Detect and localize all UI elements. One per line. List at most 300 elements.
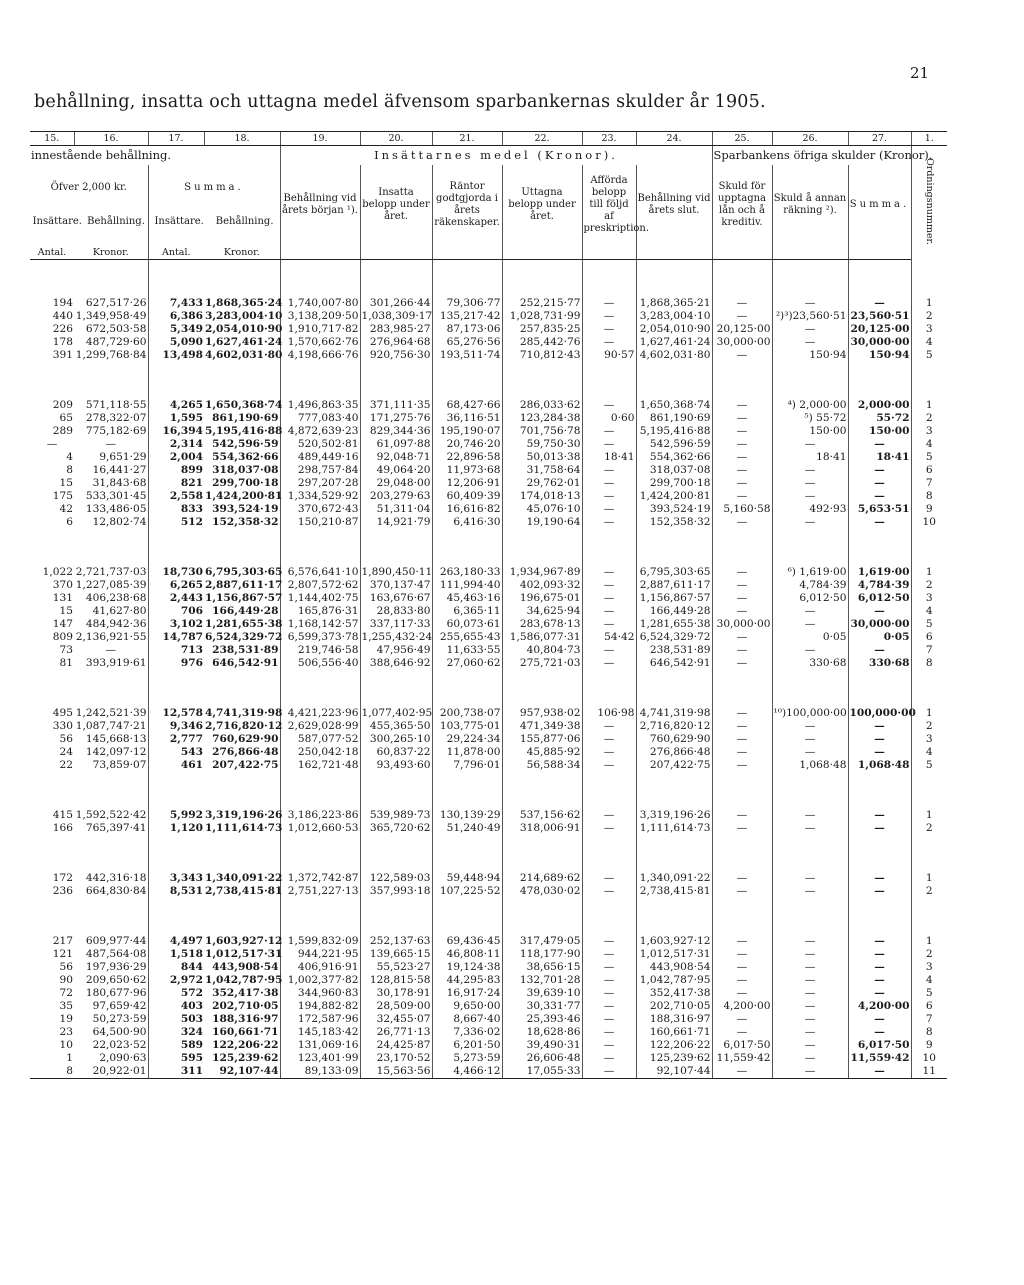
row-ordinal: 1 — [911, 399, 947, 412]
table-cell: 103,775·01 — [432, 720, 502, 733]
table-cell: 487,564·08 — [85, 947, 147, 960]
table-cell: 9,650·00 — [432, 1000, 502, 1013]
table-cell: — — [582, 1039, 636, 1052]
table-cell: — — [582, 438, 636, 451]
table-cell: — — [712, 759, 772, 772]
table-cell: — — [582, 592, 636, 605]
table-cell: 4,872,639·23 — [280, 425, 360, 438]
table-cell: 4,265 — [148, 399, 204, 412]
table-cell: 1,042,787·95 — [205, 973, 283, 986]
table-cell: 2,721,737·03 — [75, 565, 147, 578]
table-cell: 46,808·11 — [432, 948, 502, 961]
table-cell: 318,037·08 — [212, 463, 279, 476]
table-cell: 3,186,223·86 — [280, 809, 360, 822]
group-spacer — [30, 898, 947, 935]
table-cell: — — [772, 822, 848, 835]
table-cell: 165,876·31 — [280, 605, 360, 618]
table-cell: 150,210·87 — [280, 516, 360, 529]
row-ordinal: 10 — [911, 516, 947, 529]
table-cell: 3,343 — [148, 872, 204, 885]
col23-header: Afförda belopp till följd af preskription. — [582, 165, 636, 245]
table-cell: 9,651·29 — [99, 450, 147, 463]
table-cell: 13,498 — [148, 349, 204, 362]
group-spacer — [30, 529, 947, 566]
table-cell: 6,795,303·65 — [205, 565, 283, 578]
table-cell: 821 — [148, 477, 204, 490]
table-row — [30, 746, 947, 759]
table-cell: 11,633·55 — [432, 644, 502, 657]
table-cell: 130,139·29 — [432, 809, 502, 822]
table-cell: 188,316·97 — [636, 1013, 712, 1026]
table-cell: 1,156,867·57 — [205, 591, 283, 604]
table-row — [30, 1052, 947, 1065]
table-cell: 6,017·50 — [712, 1039, 772, 1052]
table-cell: 1,592,522·42 — [75, 808, 147, 821]
table-row — [30, 464, 947, 477]
table-cell: 18,628·86 — [502, 1026, 582, 1039]
table-cell: 122,589·03 — [360, 872, 432, 885]
table-cell: — — [848, 477, 911, 490]
column-number: 19. — [280, 132, 360, 146]
table-cell: — — [848, 1013, 911, 1026]
table-cell: 263,180·33 — [432, 566, 502, 579]
table-cell: 194,882·82 — [280, 1000, 360, 1013]
table-cell: 81 — [59, 656, 73, 669]
table-cell: 297,207·28 — [280, 477, 360, 490]
table-cell: 73,859·07 — [92, 758, 147, 771]
table-cell: 226 — [52, 322, 73, 335]
table-cell: 31,758·64 — [502, 464, 582, 477]
table-cell: 440 — [52, 309, 73, 322]
row-ordinal: 1 — [911, 707, 947, 720]
table-cell: — — [712, 987, 772, 1000]
table-cell: 49,064·20 — [360, 464, 432, 477]
table-cell: 155,877·06 — [502, 733, 582, 746]
table-cell: 4,602,031·80 — [636, 349, 712, 362]
table-row — [30, 948, 947, 961]
table-cell: 1,868,365·21 — [636, 297, 712, 310]
row-ordinal: 5 — [911, 451, 947, 464]
table-cell: 133,486·05 — [85, 502, 147, 515]
table-row — [30, 579, 947, 592]
table-row — [30, 657, 947, 670]
table-cell: — — [712, 490, 772, 503]
table-cell: — — [848, 720, 911, 733]
table-cell: 40,804·73 — [502, 644, 582, 657]
table-cell: 202,710·05 — [212, 999, 279, 1012]
table-cell: 1,650,368·74 — [205, 398, 283, 411]
table-row — [30, 438, 947, 451]
table-cell: — — [712, 644, 772, 657]
table-cell: 252,215·77 — [502, 297, 582, 310]
table-cell: 65 — [59, 411, 73, 424]
table-cell: 957,938·02 — [502, 707, 582, 720]
table-cell: 1,002,377·82 — [280, 974, 360, 987]
table-cell: 22,023·52 — [92, 1038, 147, 1051]
row-ordinal: 3 — [911, 961, 947, 974]
table-cell: 56 — [59, 732, 73, 745]
table-cell: — — [772, 733, 848, 746]
table-cell: 39,639·10 — [502, 987, 582, 1000]
table-cell: 125,239·62 — [212, 1051, 279, 1064]
table-cell: 100,000·00 — [849, 706, 916, 719]
table-cell: 175 — [52, 489, 73, 502]
table-cell: 257,835·25 — [502, 323, 582, 336]
table-cell: 166,449·28 — [212, 604, 279, 617]
table-cell: 250,042·18 — [280, 746, 360, 759]
table-cell: 3,102 — [148, 618, 204, 631]
table-row — [30, 503, 947, 516]
table-cell: 68,427·66 — [432, 399, 502, 412]
table-cell: 1,934,967·89 — [502, 566, 582, 579]
row-ordinal: 2 — [911, 579, 947, 592]
table-cell: — — [582, 618, 636, 631]
table-cell: 162,721·48 — [280, 759, 360, 772]
table-cell: 59,448·94 — [432, 872, 502, 885]
table-cell: 64,500·90 — [92, 1025, 147, 1038]
table-cell: 1,627,461·24 — [205, 335, 283, 348]
table-cell: 207,422·75 — [636, 759, 712, 772]
table-cell: — — [772, 746, 848, 759]
table-cell: 6,012·50 — [848, 592, 911, 605]
table-cell: — — [848, 935, 911, 948]
table-cell: 20,922·01 — [74, 1065, 148, 1079]
table-cell: 833 — [148, 503, 204, 516]
table-cell: 370 — [52, 578, 73, 591]
table-cell: 219,746·58 — [280, 644, 360, 657]
table-cell: 337,117·33 — [360, 618, 432, 631]
col22-header: Uttagna belopp under året. — [502, 165, 582, 245]
table-cell: — — [772, 464, 848, 477]
table-row — [30, 631, 947, 644]
table-cell: 255,655·43 — [432, 631, 502, 644]
col18-header: Behållning. — [215, 216, 274, 227]
table-cell: 202,710·05 — [636, 1000, 712, 1013]
table-cell: 777,083·40 — [280, 412, 360, 425]
table-cell: — — [848, 464, 911, 477]
table-cell: 2,972 — [148, 974, 204, 987]
table-cell: 2,314 — [148, 438, 204, 451]
row-ordinal: 11 — [911, 1065, 947, 1079]
table-cell: — — [848, 644, 911, 657]
table-cell: 299,700·18 — [212, 476, 279, 489]
table-cell: 50,273·59 — [92, 1012, 147, 1025]
table-cell: 2,738,415·81 — [636, 885, 712, 898]
table-cell: 4 — [66, 450, 73, 463]
table-cell: 9,346 — [148, 720, 204, 733]
col27-header: Summa. — [848, 165, 911, 245]
table-cell: 809 — [52, 630, 73, 643]
table-cell: 344,960·83 — [280, 987, 360, 1000]
table-cell: 19,124·38 — [432, 961, 502, 974]
table-cell: — — [105, 437, 117, 450]
table-cell: — — [582, 809, 636, 822]
table-cell: — — [848, 885, 911, 898]
table-cell: 4,497 — [148, 935, 204, 948]
table-cell: 10 — [59, 1038, 73, 1051]
table-cell: — — [712, 349, 772, 362]
table-cell: 609,977·44 — [85, 934, 147, 947]
table-row — [30, 566, 947, 579]
table-cell: 760,629·90 — [212, 732, 279, 745]
table-cell: 278,322·07 — [85, 411, 147, 424]
table-cell: — — [712, 657, 772, 670]
table-cell: 60,073·61 — [432, 618, 502, 631]
group-header-row — [30, 146, 947, 166]
table-row — [30, 323, 947, 336]
table-cell: 19,190·64 — [502, 516, 582, 529]
table-cell: 1,068·48 — [848, 759, 911, 772]
table-cell: — — [712, 464, 772, 477]
table-cell: 11,973·68 — [432, 464, 502, 477]
table-cell: 7,336·02 — [432, 1026, 502, 1039]
table-cell: 589 — [148, 1039, 204, 1052]
table-cell: 45,463·16 — [432, 592, 502, 605]
table-cell: 4,200·00 — [712, 1000, 772, 1013]
table-cell: 4,741,319·98 — [636, 707, 712, 720]
table-row — [30, 399, 947, 412]
column-number-row — [30, 132, 947, 146]
summa-header: Summa. — [184, 182, 244, 193]
table-cell: 18·41 — [582, 451, 636, 464]
table-cell: 2,807,572·62 — [280, 579, 360, 592]
table-cell: 1,603,927·12 — [205, 934, 283, 947]
table-cell: 406,916·91 — [280, 961, 360, 974]
table-cell: — — [582, 746, 636, 759]
table-cell: — — [848, 809, 911, 822]
table-cell: 2,558 — [148, 490, 204, 503]
table-cell: — — [582, 644, 636, 657]
table-cell: 2,136,921·55 — [75, 630, 147, 643]
row-ordinal: 9 — [911, 503, 947, 516]
table-cell: 572 — [148, 987, 204, 1000]
table-cell: 393,524·19 — [212, 502, 279, 515]
table-cell: 495 — [52, 706, 73, 719]
group-spacer — [30, 670, 947, 707]
table-cell: — — [712, 733, 772, 746]
table-cell: 29,224·34 — [432, 733, 502, 746]
table-cell: 90 — [59, 973, 73, 986]
table-cell: 503 — [148, 1013, 204, 1026]
table-cell: — — [712, 310, 772, 323]
group-innestaende-header: innestående behållning. — [31, 148, 172, 162]
table-cell: 6,201·50 — [432, 1039, 502, 1052]
table-cell: 193,511·74 — [432, 349, 502, 362]
table-cell: 35 — [59, 999, 73, 1012]
table-cell: 2,000·00 — [848, 399, 911, 412]
row-ordinal: 1 — [911, 297, 947, 310]
row-ordinal: 2 — [911, 720, 947, 733]
table-cell: 1,910,717·82 — [280, 323, 360, 336]
unit-kronor-16: Kronor. — [74, 245, 148, 260]
table-cell: 2,716,820·12 — [636, 720, 712, 733]
table-cell: 301,266·44 — [360, 297, 432, 310]
table-cell: — — [712, 974, 772, 987]
table-cell: 69,436·45 — [432, 935, 502, 948]
page-title: behållning, insatta och uttagna medel äfvensom sparbankernas skulder år 1905. — [34, 92, 766, 112]
table-row — [30, 1039, 947, 1052]
table-cell: 1,570,662·76 — [280, 336, 360, 349]
row-ordinal: 4 — [911, 336, 947, 349]
table-cell: 39,490·31 — [502, 1039, 582, 1052]
row-ordinal: 1 — [911, 872, 947, 885]
table-row — [30, 1000, 947, 1013]
table-cell: 56 — [59, 960, 73, 973]
table-cell: 203,279·63 — [360, 490, 432, 503]
table-cell: 79,306·77 — [432, 297, 502, 310]
table-row — [30, 297, 947, 310]
row-ordinal: 5 — [911, 987, 947, 1000]
table-cell: 300,265·10 — [360, 733, 432, 746]
table-cell: 214,689·62 — [502, 872, 582, 885]
table-cell: 2,629,028·99 — [280, 720, 360, 733]
table-cell: 471,349·38 — [502, 720, 582, 733]
table-cell: — — [582, 605, 636, 618]
table-cell: 20,125·00 — [848, 323, 911, 336]
table-cell: 370,672·43 — [280, 503, 360, 516]
table-cell: — — [772, 477, 848, 490]
table-cell: 1,334,529·92 — [280, 490, 360, 503]
column-number: 26. — [772, 132, 848, 146]
table-row — [30, 412, 947, 425]
table-cell: 60,409·39 — [432, 490, 502, 503]
table-row — [30, 349, 947, 362]
table-cell: 324 — [148, 1026, 204, 1039]
table-cell: — — [848, 297, 911, 310]
table-cell: 1,111,614·73 — [205, 821, 283, 834]
table-cell: — — [582, 720, 636, 733]
column-number: 27. — [848, 132, 911, 146]
table-cell: 6,599,373·78 — [280, 631, 360, 644]
table-cell: 178 — [52, 335, 73, 348]
table-cell: 646,542·91 — [212, 656, 279, 669]
column-number: 22. — [502, 132, 582, 146]
table-cell: — — [712, 399, 772, 412]
table-cell: 765,397·41 — [85, 821, 147, 834]
ofver-2000-header: Öfver 2,000 kr. — [50, 182, 127, 193]
table-cell: 31,843·68 — [92, 476, 147, 489]
table-cell: 1,012,517·31 — [205, 947, 283, 960]
table-cell: — — [582, 987, 636, 1000]
table-cell: 172 — [52, 871, 73, 884]
table-row — [30, 1065, 947, 1079]
table-cell: 2,887,611·17 — [636, 579, 712, 592]
table-cell: — — [582, 490, 636, 503]
table-cell: 1,424,200·81 — [205, 489, 283, 502]
table-cell: — — [712, 707, 772, 720]
row-ordinal: 4 — [911, 438, 947, 451]
table-cell: 5,653·51 — [848, 503, 911, 516]
column-number: 20. — [360, 132, 432, 146]
table-cell: 330·68 — [772, 657, 848, 670]
table-cell: 1,144,402·75 — [280, 592, 360, 605]
table-cell: 1,012,517·31 — [636, 948, 712, 961]
table-cell: 51,240·49 — [432, 822, 502, 835]
table-cell: — — [772, 935, 848, 948]
table-cell: 533,301·45 — [85, 489, 147, 502]
row-ordinal: 2 — [911, 310, 947, 323]
table-row — [30, 733, 947, 746]
table-cell: — — [848, 987, 911, 1000]
table-cell: 44,295·83 — [432, 974, 502, 987]
table-cell: 3,319,196·26 — [205, 808, 283, 821]
row-ordinal: 6 — [911, 464, 947, 477]
table-cell: 180,677·96 — [85, 986, 147, 999]
table-cell: 1,740,007·80 — [280, 297, 360, 310]
table-cell: — — [848, 822, 911, 835]
table-cell: — — [772, 605, 848, 618]
table-cell: 12,206·91 — [432, 477, 502, 490]
table-row — [30, 759, 947, 772]
table-cell: 27,060·62 — [432, 657, 502, 670]
table-row — [30, 872, 947, 885]
table-cell: 1,424,200·81 — [636, 490, 712, 503]
table-cell: 976 — [148, 657, 204, 670]
table-cell: 7,796·01 — [432, 759, 502, 772]
table-cell: 760,629·90 — [636, 733, 712, 746]
table-cell: 56,588·34 — [502, 759, 582, 772]
table-cell: 38,656·15 — [502, 961, 582, 974]
table-cell: 2,004 — [148, 451, 204, 464]
table-cell: 15 — [59, 476, 73, 489]
table-cell: — — [582, 399, 636, 412]
table-cell: 12,578 — [148, 707, 204, 720]
table-cell: 25,393·46 — [502, 1013, 582, 1026]
table-row — [30, 477, 947, 490]
table-cell: 289 — [52, 424, 73, 437]
table-cell: 194 — [52, 296, 73, 309]
table-cell: — — [772, 948, 848, 961]
table-row — [30, 618, 947, 631]
table-cell: — — [772, 1026, 848, 1039]
table-cell: 710,812·43 — [502, 349, 582, 362]
ofver-header-cell — [30, 165, 148, 245]
table-cell: 6,265 — [148, 579, 204, 592]
table-cell: — — [772, 885, 848, 898]
table-cell: 4,784·39 — [848, 579, 911, 592]
table-cell: 28,509·00 — [360, 1000, 432, 1013]
table-cell: 1,281,655·38 — [205, 617, 283, 630]
table-cell: 2,738,415·81 — [205, 884, 283, 897]
table-cell: 317,479·05 — [502, 935, 582, 948]
table-cell: — — [582, 477, 636, 490]
table-cell: — — [712, 948, 772, 961]
table-cell: 2,751,227·13 — [280, 885, 360, 898]
table-row — [30, 809, 947, 822]
table-cell: 1,168,142·57 — [280, 618, 360, 631]
table-cell: — — [848, 490, 911, 503]
table-cell: 5,992 — [148, 809, 204, 822]
table-cell: — — [582, 297, 636, 310]
table-cell: 1,868,365·24 — [205, 296, 283, 309]
table-cell: 24 — [59, 745, 73, 758]
table-cell: — — [772, 974, 848, 987]
table-cell: — — [582, 1000, 636, 1013]
table-cell: 60,837·22 — [360, 746, 432, 759]
table-cell: 54·42 — [582, 631, 636, 644]
table-cell: 1,022 — [42, 565, 73, 578]
table-cell: 15,563·56 — [360, 1065, 432, 1079]
table-cell: 92,107·44 — [636, 1065, 712, 1079]
table-cell: 861,190·69 — [636, 412, 712, 425]
table-cell: 4,466·12 — [432, 1065, 502, 1079]
column-number: 23. — [582, 132, 636, 146]
table-cell: 1,227,085·39 — [75, 578, 147, 591]
table-cell: 172,587·96 — [280, 1013, 360, 1026]
table-cell: 571,118·55 — [85, 398, 147, 411]
table-cell: 55·72 — [848, 412, 911, 425]
table-cell: 132,701·28 — [502, 974, 582, 987]
